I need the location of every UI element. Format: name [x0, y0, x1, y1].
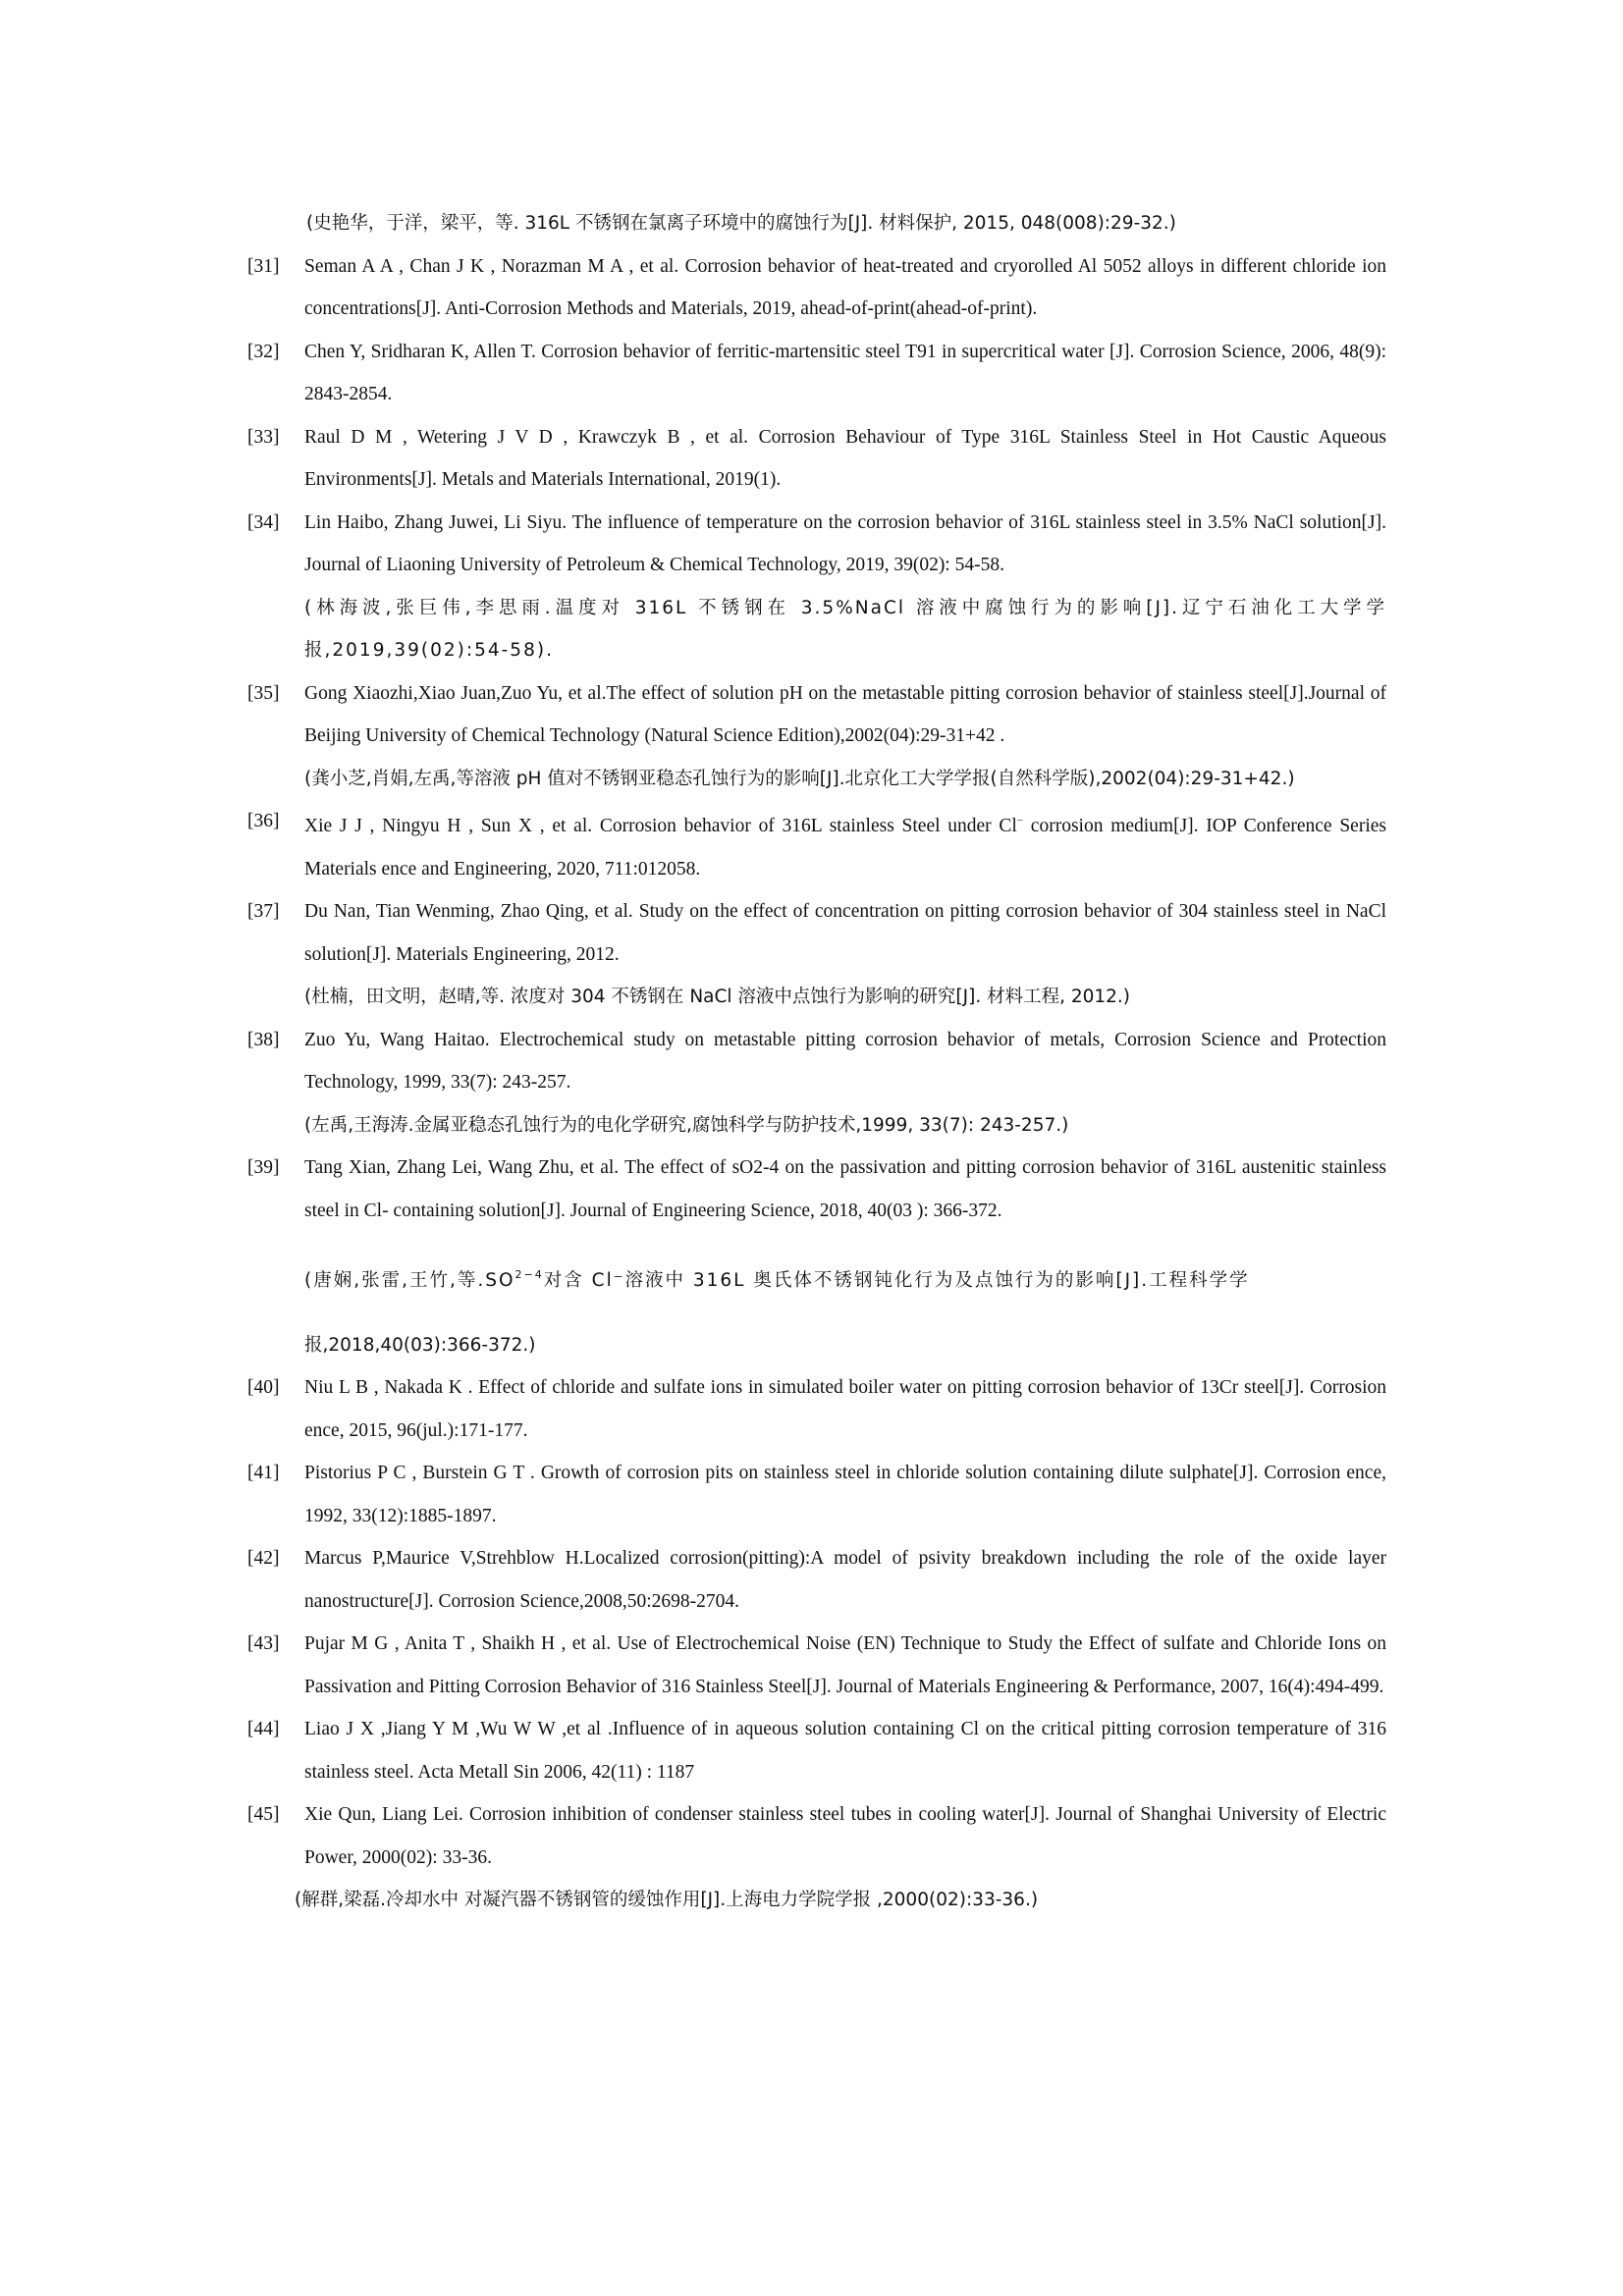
reference-41 [247, 1452, 1386, 1537]
reference-text-part: corrosion medium[J]. IOP Conference Series Materials ence and Engineering, 2020, 711:012058. [304, 816, 1386, 880]
reference-32 [247, 331, 1386, 416]
superscript: − [1016, 815, 1024, 827]
reference-33 [247, 416, 1386, 502]
reference-text: Lin Haibo, Zhang Juwei, Li Siyu. The influence of temperature on the corrosion behavior of 316L stainless steel in 3.5% NaCl solution[J]. Journal of Liaoning University of Petroleum & Chemical Technology, 2019, 39(02): 54-58. [304, 511, 1386, 575]
reference-text: Zuo Yu, Wang Haitao. Electrochemical study on metastable pitting corrosion behavior of metals, Corrosion Science and Protection Technology, 1999, 33(7): 243-257. [304, 1029, 1386, 1093]
reference-text-part: (唐娴,张雷,王竹,等.SO [304, 1270, 515, 1291]
reference-list [247, 202, 1386, 1922]
reference-text: Marcus P,Maurice V,Strehblow H.Localized corrosion(pitting):A model of psivity breakdown including the role of the oxide layer nanostructure[J]. Corrosion Science,2008,50:2698-2704. [304, 1548, 1386, 1612]
spacer [247, 1303, 1386, 1324]
reference-number: [39] [247, 1157, 280, 1178]
reference-30-chinese: (史艳华，于洋，梁平，等. 316L 不锈钢在氯离子环境中的腐蚀行为[J]. 材料保护, 2015, 048(008):29-32.) [306, 213, 1176, 234]
reference-37 [247, 890, 1386, 976]
reference-39-chinese [247, 1254, 1386, 1303]
reference-text: Tang Xian, Zhang Lei, Wang Zhu, et al. The effect of sO2-4 on the passivation and pitting corrosion behavior of 316L austenitic stainless steel in Cl- containing solution[J]. Journal of Engineering Science, 2018, 40(03 ): 366-372. [304, 1157, 1386, 1221]
spacer [247, 1232, 1386, 1254]
reference-number: [42] [247, 1548, 280, 1569]
reference-text-part: Xie J J , Ningyu H , Sun X , et al. Corrosion behavior of 316L stainless Steel under Cl [304, 816, 1017, 836]
superscript: 2−4 [514, 1268, 544, 1281]
reference-number: [43] [247, 1633, 280, 1654]
reference-37-chinese: (杜楠，田文明，赵晴,等. 浓度对 304 不锈钢在 NaCl 溶液中点蚀行为影响的研究[J]. 材料工程, 2012.) [304, 987, 1131, 1007]
reference-text: Pujar M G , Anita T , Shaikh H , et al. Use of Electrochemical Noise (EN) Technique to Study the Effect of sulfate and Chloride Ions on Passivation and Pitting Corrosion Behavior of 316 Stainless Steel[J]. Journal of Materials Engineering & Performance, 2007, 16(4):494-499. [304, 1633, 1386, 1697]
reference-number: [36] [247, 811, 280, 831]
reference-text: Xie Qun, Liang Lei. Corrosion inhibition of condenser stainless steel tubes in cooling water[J]. Journal of Shanghai University of Electric Power, 2000(02): 33-36. [304, 1804, 1386, 1868]
reference-38-chinese: (左禹,王海涛.金属亚稳态孔蚀行为的电化学研究,腐蚀科学与防护技术,1999, 33(7): 243-257.) [304, 1114, 1069, 1136]
reference-text: Niu L B , Nakada K . Effect of chloride and sulfate ions in simulated boiler water on pitting corrosion behavior of 13Cr steel[J]. Corrosion ence, 2015, 96(jul.):171-177. [304, 1377, 1386, 1441]
reference-text: Gong Xiaozhi,Xiao Juan,Zuo Yu, et al.The effect of solution pH on the metastable pitting corrosion behavior of stainless steel[J].Journal of Beijing University of Chemical Technology (Natural Science Edition),2002(04):29-31+42 . [304, 682, 1386, 746]
reference-34-chinese: (林海波,张巨伟,李思雨.温度对 316L 不锈钢在 3.5%NaCl 溶液中腐蚀行为的影响[J].辽宁石油化工大学学报,2019,39(02):54-58). [304, 597, 1386, 661]
reference-text: Chen Y, Sridharan K, Allen T. Corrosion behavior of ferritic-martensitic steel T91 in supercritical water [J]. Corrosion Science, 2006, 48(9): 2843-2854. [304, 341, 1386, 404]
reference-44 [247, 1708, 1386, 1793]
reference-31 [247, 245, 1386, 331]
reference-number: [41] [247, 1463, 280, 1483]
reference-38 [247, 1019, 1386, 1104]
reference-45 [247, 1793, 1386, 1879]
reference-text [304, 800, 1386, 890]
reference-35 [247, 672, 1386, 758]
reference-number: [34] [247, 511, 280, 533]
reference-number: [38] [247, 1029, 280, 1050]
reference-number: [35] [247, 682, 280, 704]
reference-text-part: 对含 Cl⁻溶液中 316L 奥氏体不锈钢钝化行为及点蚀行为的影响[J].工程科学学 [543, 1270, 1250, 1291]
reference-text: Du Nan, Tian Wenming, Zhao Qing, et al. Study on the effect of concentration on pitting corrosion behavior of 304 stainless steel in NaCl solution[J]. Materials Engineering, 2012. [304, 901, 1386, 965]
reference-34 [247, 502, 1386, 587]
reference-text: Pistorius P C , Burstein G T . Growth of corrosion pits on stainless steel in chloride solution containing dilute sulphate[J]. Corrosion ence, 1992, 33(12):1885-1897. [304, 1463, 1386, 1526]
reference-39 [247, 1147, 1386, 1232]
reference-text: Seman A A , Chan J K , Norazman M A , et al. Corrosion behavior of heat-treated and cryorolled Al 5052 alloys in different chloride ion concentrations[J]. Anti-Corrosion Methods and Materials, 2019, ahead-of-print(ahead-of-print). [304, 255, 1386, 319]
reference-number: [33] [247, 426, 280, 448]
reference-42 [247, 1537, 1386, 1623]
reference-text: Liao J X ,Jiang Y M ,Wu W W ,et al .Influence of in aqueous solution containing Cl on the critical pitting corrosion temperature of 316 stainless steel. Acta Metall Sin 2006, 42(11) : 1187 [304, 1719, 1386, 1783]
reference-number: [32] [247, 341, 280, 362]
reference-39-chinese-cont: 报,2018,40(03):366-372.) [304, 1334, 536, 1356]
reference-36 [247, 800, 1386, 890]
reference-45-chinese: (解群,梁磊.冷却水中 对凝汽器不锈钢管的缓蚀作用[J].上海电力学院学报 ,2000(02):33-36.) [295, 1890, 1039, 1910]
reference-number: [37] [247, 901, 280, 922]
reference-number: [40] [247, 1377, 280, 1398]
reference-40 [247, 1366, 1386, 1452]
reference-number: [45] [247, 1804, 280, 1825]
reference-number: [31] [247, 255, 280, 277]
reference-43 [247, 1623, 1386, 1708]
reference-number: [44] [247, 1719, 280, 1739]
reference-text: Raul D M , Wetering J V D , Krawczyk B , et al. Corrosion Behaviour of Type 316L Stainless Steel in Hot Caustic Aqueous Environments[J]. Metals and Materials International, 2019(1). [304, 426, 1386, 490]
reference-35-chinese: (龚小芝,肖娟,左禹,等溶液 pH 值对不锈钢亚稳态孔蚀行为的影响[J].北京化工大学学报(自然科学版),2002(04):29-31+42.) [304, 768, 1295, 789]
